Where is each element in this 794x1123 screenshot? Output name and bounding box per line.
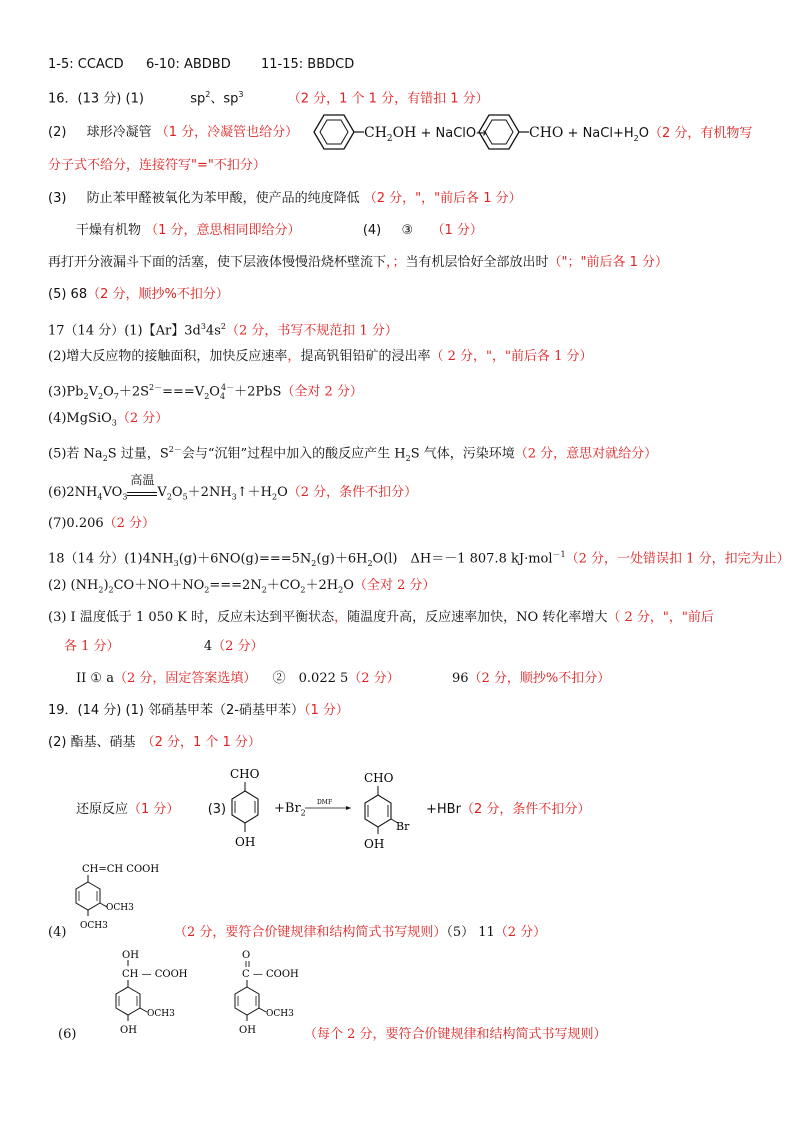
score-note: （2 分，1 个 1 分，有错扣 1 分） [287,91,489,107]
q19-part4-5: （2 分，要符合价键规律和结构简式书写规则）（5） 11（2 分） [174,925,547,940]
chain-label: CH=CH COOH [82,864,160,875]
o-label: O [242,950,251,961]
benzene-ring-1 [304,112,364,152]
oh-label: OH [235,835,256,849]
q16-part2: (2) 球形冷凝管 （1 分，冷凝管也给分） [48,125,299,140]
q16-part2-note: 分子式不给分，连接符写"="不扣分） [48,158,266,173]
oh-label-2: OH [364,837,385,851]
och3-label-a: OCH3 [106,903,134,913]
reaction-equation: $CH_2OH$ + NaClO→ [364,125,488,144]
cho-label: CHO [230,767,260,781]
q18-part3b: 各 1 分） 4（2 分） [64,639,264,654]
mandelic-acid-structure [112,946,222,1036]
dmf-label: DMF [317,799,333,806]
mc-11-15: 11-15: BBDCD [261,57,355,72]
bromo-hydroxybenzaldehyde-structure [356,768,426,858]
q16-part5: (5) 68（2 分，顺抄%不扣分） [48,287,229,302]
och3-label-d: OCH3 [266,1009,294,1019]
br-label: Br [396,820,410,833]
q19-part4: (4) [48,925,67,940]
och3-label-c: OCH3 [147,1009,175,1019]
q16-part3b: 干燥有机物 （1 分，意思相同即给分） (4) ③ （1 分） [76,223,483,238]
q17-part6: $(6)2NH_4VO_3$ 高温 $V_2O_5+2NH_3↑+H_2O(2$ 分，条件不扣分） [48,473,418,502]
q18-part3: (3) I 温度低于 1 050 K 时，反应未达到平衡状态，随温度升高，反应速率加快，NO 转化率增大（ 2 分，"，"前后 [48,610,714,625]
reaction-product: CHO + $NaCl+H_2O(2$ 分，有机物写 [529,125,753,143]
hbr-product: +HBr（2 分，条件不扣分） [426,802,591,817]
q16-part4-text: 再打开分液漏斗下面的活塞，使下层液体慢慢沿烧杯壁流下，；当有机层恰好全部放出时（"；"前后各 1 分） [48,255,669,270]
q17-part4: (4)MgSiO$_3$（2 分） [48,411,169,428]
q18-part2: (2) $(NH_2)_2CO+NO+NO_2===2N_2+CO_2+2H_2O$（全对 2 分） [48,578,436,595]
reaction-arrow [303,797,355,813]
q19-part1: 19．(14 分) (1) 邻硝基甲苯（2-硝基甲苯）（1 分） [48,703,349,718]
q17-part1: 17（14 分）(1)【Ar】$3d^34s^2(2$ 分，书写不规范扣 1 分） [48,322,398,339]
q16-part1: 16．(13 分) (1) $sp^2$、$sp^3$ （2 分，1 个 1 分，有错扣 1 分） [48,90,489,107]
och3-label-b: OCH3 [80,921,108,931]
q17-part3: $(3)Pb_2V_2O_7+2S^{2-}===V_2O_4^{4-}+2PbS$（全对 2 分） [48,383,363,401]
ch-cooh-label: CH — COOH [122,969,188,980]
methoxy-cinnamic-acid-structure [66,858,166,938]
q16-part3: (3) 防止苯甲醛被氧化为苯甲酸，使产品的纯度降低 （2 分，"，"前后各 1 分） [48,191,522,206]
bromine-reagent: $+Br_2$ [274,801,306,818]
q18-part4: II ① a（2 分，固定答案选填） ② 0.022 5（2 分） 96（2 分，顺抄%不扣分） [76,671,611,686]
mc-1-5: 1-5: CCACD [48,57,124,72]
p-hydroxybenzaldehyde-structure [220,764,280,856]
c-cooh-label: C — COOH [242,969,299,980]
oh-label-5: OH [239,1025,256,1036]
q19-part2b: 还原反应（1 分） (3) [76,802,227,817]
mc-6-10: 6-10: ABDBD [145,57,231,72]
reaction-condition: 高温 [130,473,155,487]
q18-part1: 18（14 分）$(1)4NH_3(g)+6NO(g)===5N_2(g)+6H_2O(l)$ ΔH＝－1 807.8 kJ·mol$^{-1}$（2 分，一处错误扣 1 分，扣完为止） [48,550,790,568]
cho-label-2: CHO [364,771,394,785]
q17-part7: (7)0.206（2 分） [48,516,156,531]
benzene-ring-2 [469,112,529,152]
mc-answers-line [48,56,354,74]
q19-part2: (2) 酯基、硝基 （2 分，1 个 1 分） [48,735,261,750]
q17-part5: (5)若 $Na_2S$ 过量，$S^{2-}$会与“沉钼”过程中加入的酸反应产生 $H_2S$ 气体，污染环境（2 分，意思对就给分） [48,445,658,463]
q19-part6: (6) [58,1027,77,1042]
oh-label-4: OH [120,1025,137,1036]
q19-part6-note: （每个 2 分，要符合价键规律和结构简式书写规则） [304,1027,607,1042]
keto-acid-structure [232,946,342,1036]
q17-part2: (2)增大反应物的接触面积，加快反应速率，提高钒钼铅矿的浸出率（ 2 分，"，"前后各 1 分） [48,349,593,364]
oh-label-3: OH [122,950,139,961]
